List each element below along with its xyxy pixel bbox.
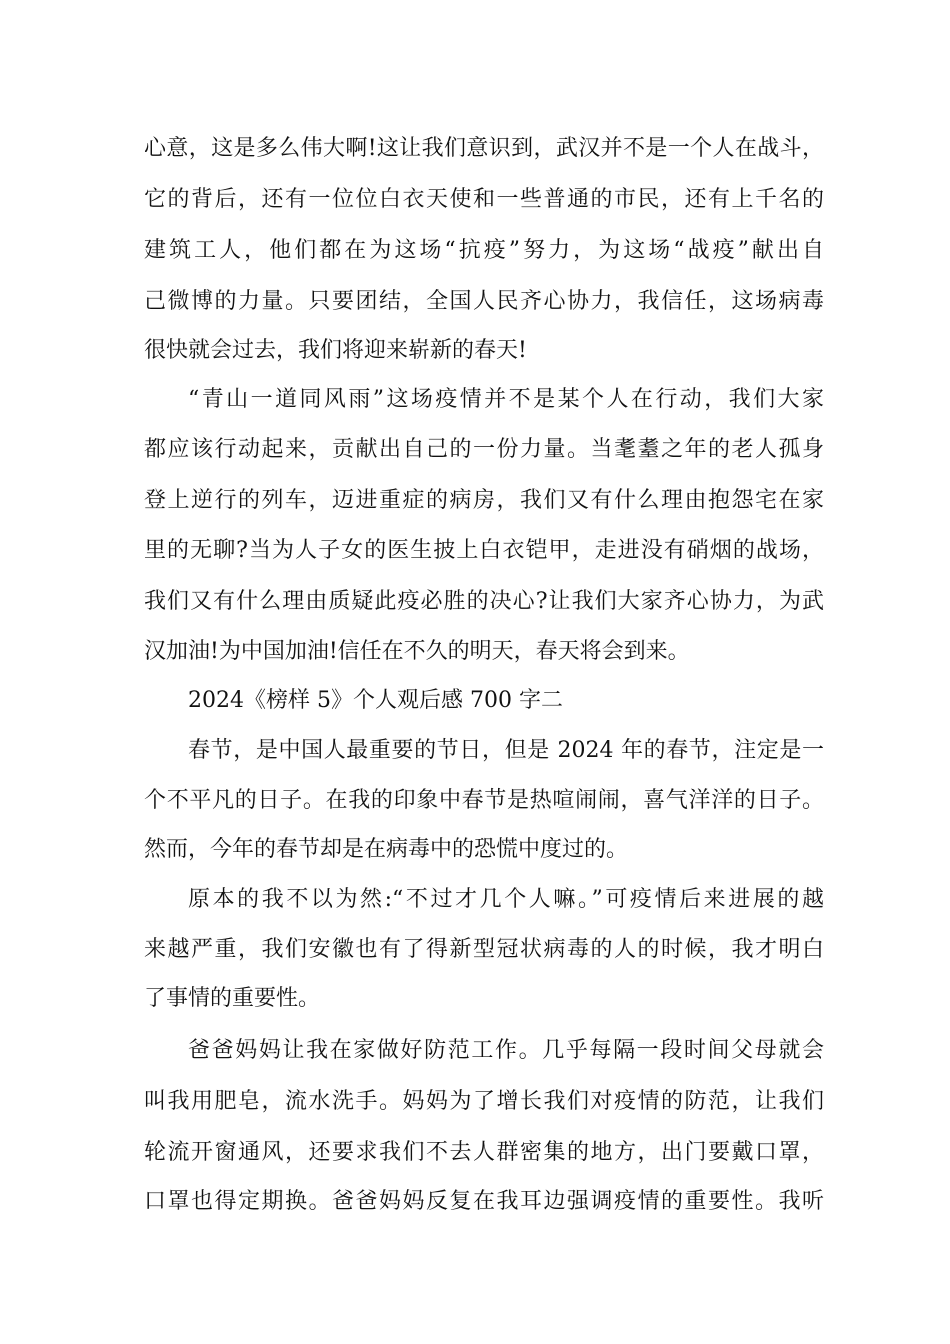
text-line: 登上逆行的列车，迈进重症的病房，我们又有什么理由抱怨宅在家 — [144, 488, 824, 513]
text-line: 然而，今年的春节却是在病毒中的恐慌中度过的。 — [144, 837, 629, 862]
text-line: 叫我用肥皂，流水洗手。妈妈为了增长我们对疫情的防范，让我们 — [144, 1089, 824, 1114]
text-line: 汉加油!为中国加油!信任在不久的明天，春天将会到来。 — [144, 639, 690, 664]
text-line: 很快就会过去，我们将迎来崭新的春天! — [144, 338, 527, 363]
paragraph-first-line: 春节，是中国人最重要的节日，但是 2024 年的春节，注定是一 — [188, 738, 824, 763]
section-heading: 2024《榜样 5》个人观后感 700 字二 — [188, 688, 563, 713]
text-line: 建筑工人，他们都在为这场“抗疫”努力，为这场“战疫”献出自 — [144, 238, 824, 263]
text-line: 我们又有什么理由质疑此疫必胜的决心?让我们大家齐心协力，为武 — [144, 589, 824, 614]
paragraph-first-line: 爸爸妈妈让我在家做好防范工作。几乎每隔一段时间父母就会 — [188, 1038, 824, 1063]
text-line: 心意，这是多么伟大啊!这让我们意识到，武汉并不是一个人在战斗， — [144, 136, 824, 161]
text-line: 口罩也得定期换。爸爸妈妈反复在我耳边强调疫情的重要性。我听 — [144, 1189, 824, 1214]
text-line: 都应该行动起来，贡献出自己的一份力量。当耄耋之年的老人孤身 — [144, 437, 824, 462]
text-line: 了事情的重要性。 — [144, 986, 321, 1011]
text-line: 来越严重，我们安徽也有了得新型冠状病毒的人的时候，我才明白 — [144, 937, 824, 962]
text-line: 它的背后，还有一位位白衣天使和一些普通的市民，还有上千名的 — [144, 187, 824, 212]
text-line: 轮流开窗通风，还要求我们不去人群密集的地方，出门要戴口罩， — [144, 1140, 824, 1165]
paragraph-first-line: 原本的我不以为然:“不过才几个人嘛。”可疫情后来进展的越 — [188, 887, 824, 912]
text-line: 里的无聊?当为人子女的医生披上白衣铠甲，走进没有硝烟的战场， — [144, 538, 824, 563]
text-line: 个不平凡的日子。在我的印象中春节是热喧闹闹，喜气洋洋的日子。 — [144, 788, 824, 813]
text-line: 己微博的力量。只要团结，全国人民齐心协力，我信任，这场病毒 — [144, 289, 824, 314]
paragraph-first-line: “青山一道同风雨”这场疫情并不是某个人在行动，我们大家 — [188, 387, 824, 412]
